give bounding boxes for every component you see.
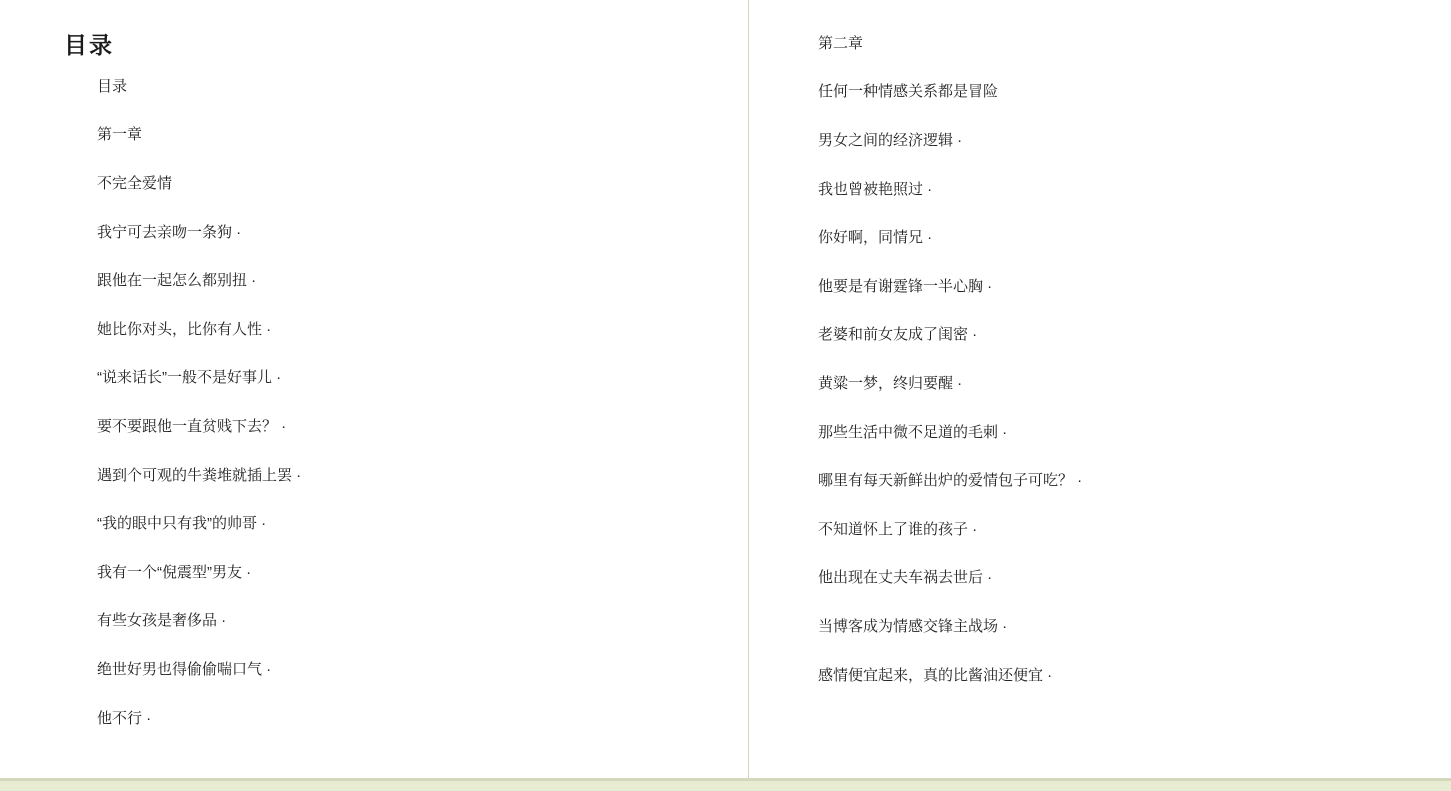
toc-entry[interactable]: 他要是有谢霆锋一半心胸 · <box>818 277 993 295</box>
toc-entry[interactable]: 当博客成为情感交锋主战场 · <box>818 617 1008 635</box>
toc-entry[interactable]: 哪里有每天新鲜出炉的爱情包子可吃？ · <box>818 472 1083 490</box>
toc-entry[interactable]: 遇到个可观的牛粪堆就插上罢 · <box>97 466 302 484</box>
toc-title: 目录 <box>64 32 114 58</box>
toc-list-right-page <box>818 18 1418 698</box>
toc-entry[interactable]: 不知道怀上了谁的孩子 · <box>818 520 978 538</box>
toc-entry[interactable]: 我有一个“倪震型”男友 · <box>97 563 252 581</box>
toc-entry[interactable]: 她比你对头，比你有人性 · <box>97 320 272 338</box>
toc-entry[interactable]: 你好啊，同情兄 · <box>818 229 933 247</box>
toc-entry[interactable]: 我宁可去亲吻一条狗 · <box>97 223 242 241</box>
toc-entry[interactable]: “我的眼中只有我”的帅哥 · <box>97 515 267 533</box>
bottom-scrollbar-track[interactable] <box>0 781 1451 791</box>
toc-entry[interactable]: 他不行 · <box>97 709 152 727</box>
toc-entry[interactable]: 要不要跟他一直贫贱下去？ · <box>97 417 287 435</box>
toc-entry[interactable]: 有些女孩是奢侈品 · <box>97 612 227 630</box>
toc-entry[interactable]: 第一章 <box>97 126 143 144</box>
toc-entry[interactable]: 第二章 <box>818 34 864 52</box>
toc-list-left-page <box>97 61 717 741</box>
toc-entry[interactable]: “说来话长”一般不是好事儿 · <box>97 369 282 387</box>
bottom-status-bar <box>0 778 1451 791</box>
toc-entry[interactable]: 男女之间的经济逻辑 · <box>818 131 963 149</box>
toc-entry[interactable]: 他出现在丈夫车祸去世后 · <box>818 569 993 587</box>
toc-entry[interactable]: 跟他在一起怎么都别扭 · <box>97 272 257 290</box>
toc-entry[interactable]: 绝世好男也得偷偷喘口气 · <box>97 660 272 678</box>
toc-entry[interactable]: 那些生活中微不足道的毛刺 · <box>818 423 1008 441</box>
toc-entry[interactable]: 感情便宜起来，真的比酱油还便宜 · <box>818 666 1053 684</box>
toc-entry[interactable]: 黄粱一梦，终归要醒 · <box>818 374 963 392</box>
toc-entry[interactable]: 目录 <box>97 77 128 95</box>
toc-entry[interactable]: 不完全爱情 <box>97 174 173 192</box>
toc-entry[interactable]: 我也曾被艳照过 · <box>818 180 933 198</box>
toc-entry[interactable]: 任何一种情感关系都是冒险 <box>818 83 999 101</box>
page-divider <box>748 0 749 778</box>
toc-entry[interactable]: 老婆和前女友成了闺密 · <box>818 326 978 344</box>
